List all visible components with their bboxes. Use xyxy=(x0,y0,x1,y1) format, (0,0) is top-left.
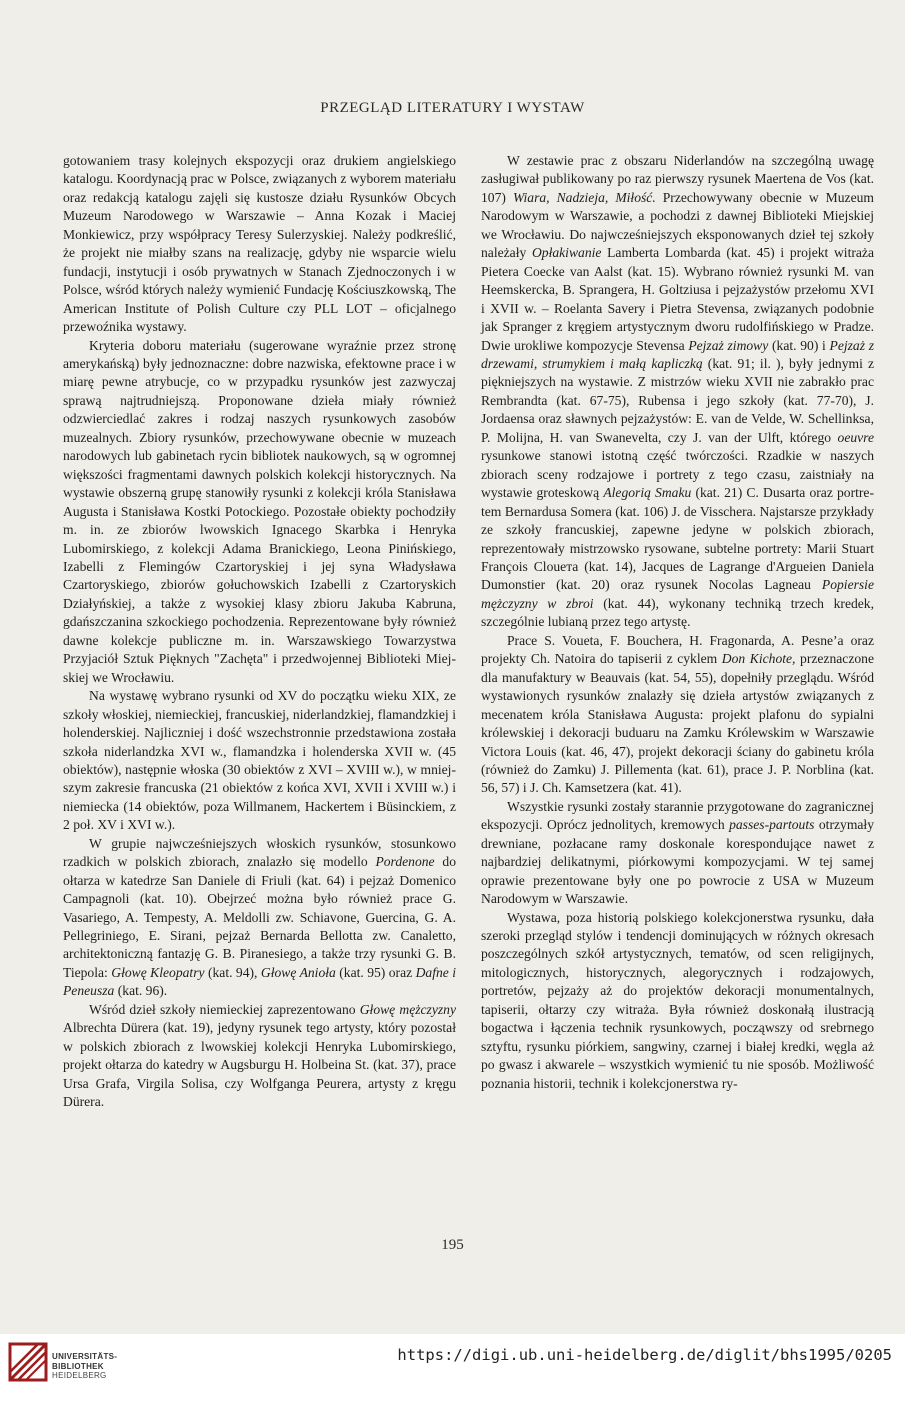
italic-title: Dafne i Peneusza xyxy=(63,964,457,999)
library-name xyxy=(52,1352,117,1381)
text-run: (kat. 91; il. ), były jednymi z piękniejszych na wystawie. Z mistrzów wieku XVII nie zabrakło prac Rembrandta (kat. 67-75), Rubensa i jego szkoły (kat. 77-70), J. Jordaensa oraz sławnych pejzażystów: E. van de Velde, W. Schellinksa, P. Molijna, H. van Swanevelta, czy J. van der Ulft, którego xyxy=(481,355,875,445)
source-url-link[interactable]: https://digi.ub.uni-heidelberg.de/diglit/bhs1995/0205 xyxy=(397,1346,892,1364)
text-run: Wszystkie rysunki zostały starannie przygotowane do zagranicznej ekspozycji. Oprócz jednolitych, kremowych xyxy=(481,798,874,833)
paragraph xyxy=(481,632,874,798)
italic-title: Głowę Kleopatry xyxy=(111,964,205,980)
library-name-line2: BIBLIOTHEK xyxy=(52,1361,104,1371)
italic-title: Pejzaż z drzewami, strumykiem i małą kapliczką xyxy=(481,337,874,371)
running-header: PRZEGLĄD LITERATURY I WYSTAW xyxy=(320,100,585,116)
right-text-column xyxy=(481,152,874,1093)
text-run: Prace S. Voueta, F. Bouchera, H. Fragonarda, A. Pesne’a oraz projekty Ch. Natoira do tapiserii z cyklem xyxy=(481,632,874,667)
italic-title: Głowę Anioła xyxy=(260,964,336,980)
italic-title: Alegorią Smaku xyxy=(603,485,692,501)
text-run: Wystawa, poza historią polskiego kolekcjonerstwa rysunku, dała szeroki przegląd stylów i tendencji dominujących w różnych okresach poszczególnych szkół artystycznych, tematów, od scen religijnych, mitologicznych, historycznych, alegorycznych i rodzajowych, portretów, pejzaży aż do projektów dekoracji monumentalnych, tapiserii, ołtarzy czy witraża. Była również doskonałą ilustracją bogactwa i łączenia technik rysunkowych, począwszy od srebrnego sztyftu, rysunku piórkiem, sangwiny, czarnej i białej kredki, węgla aż po gwasz i akwarele – wszystkich wymienić tu nie sposób. Możliwość poznania historii, technik i kolekcjonerstwa ry- xyxy=(481,909,874,1091)
left-text-column xyxy=(63,152,456,1112)
text-run: (kat. 95) oraz xyxy=(335,964,416,980)
heidelberg-library-logo-icon xyxy=(8,1342,48,1382)
italic-title: Opłakiwanie xyxy=(531,245,602,261)
paragraph xyxy=(63,152,456,337)
text-run: do ołtarza w katedrze San Daniele di Friuli (kat. 64) i pejzaż Domenico Campagnoli (kat. 10). Obejrzeć można było również prace G. Vasariego, A. Tempesty, A. Meldolli zw. Schiavone, Guercina, G. A. Pellegriniego, E. Sirani, pejzaż Bernarda Bellotta zw. Canaletto, architektoniczną fantazję G. B. Piranesiego, a także trzy rysunki G. B. Tiepola: xyxy=(63,854,456,980)
italic-title: Głowę mężczyzny xyxy=(359,1001,456,1017)
text-run: Lamberta Lombarda (kat. 45) i projekt witraża Pietera Coecke van Aalst (kat. 15). Wybrano również rysunki M. van Heemskercka, B. Sprangera, H. Goltziusa i pejzażystów przełomu XVI i XVII w. – Roelanta Savery i Pietra Stevensa, związanych podobnie jak Spranger z kręgiem artystycznym dworu rudolfińskiego w Pradze. Dwie urokliwe kompozycje Stevensa xyxy=(481,245,874,353)
italic-title: Don Kichote, xyxy=(721,651,796,667)
text-run: Przechowywany obecnie w Muzeum Narodowym w Warszawie, a pochodzi z dawnej Biblioteki Miejskiej we Wrocławiu. Do najwcześniejszych eksponowanych dzieł tej szkoły należały xyxy=(481,189,874,261)
paragraph xyxy=(63,337,456,688)
italic-title: Wiara, Nadzieja, Miłość. xyxy=(512,189,656,205)
paragraph xyxy=(481,152,874,632)
text-run: (kat. 90) i xyxy=(768,337,830,353)
text-run: Wśród dzieł szkoły niemieckiej zaprezentowano xyxy=(89,1001,360,1017)
text-run: (kat. 44), wykonany techniką trzech kredek, szczególnie lubianą przez tego artystę. xyxy=(481,595,875,630)
footer-bar xyxy=(0,1334,905,1402)
text-run: przeznaczone dla manufaktury w Beauvais (kat. 54, 55), dopełniły przeglądu. Wśród wystawionych rysunków znalazły się dzieła artystów związanych z mecenatem króla Stanisława Augusta: projekt plafonu do sypialni królewskiej i dekoracji buduaru na Zamku Królewskim w Warszawie Victora Louis (kat. 46, 47), projekt dekoracji ściany do gabinetu króla (również do Zamku) J. Pillementa (kat. 61), prace J. P. Norblina (kat. 56, 57) i J. Ch. Kamsetzera (kat. 41). xyxy=(481,651,874,796)
text-run: otrzymały drewniane, pozłacane ramy doskonale korespondujące nawet z najbardziej delikatnymi, piórkowymi kompozycjami. W tej samej oprawie prezentowane były one po powrocie z USA w Muzeum Narodowym w Warszawie. xyxy=(481,817,875,907)
italic-title: oeuvre xyxy=(837,429,874,445)
italic-title: passes-partouts xyxy=(729,817,815,833)
text-run: rysunkowe stanowi istotną część twórczości. Rzadkie w naszych zbiorach sceny rodzajowe i portrety z tego czasu, zaistniały na wystawie groteskową xyxy=(481,448,874,501)
paragraph xyxy=(63,687,456,835)
library-name-line1: UNIVERSITÄTS- xyxy=(52,1352,118,1361)
text-run: (kat. 96). xyxy=(114,983,168,999)
paragraph xyxy=(481,909,874,1094)
paragraph xyxy=(63,835,456,1001)
italic-title: Pordenone xyxy=(375,854,435,870)
text-run: (kat. 94), xyxy=(204,964,261,980)
text-run: Kryteria doboru materiału (sugerowane wyraźnie przez stronę amerykańską) były jednoznaczne: dobre nazwiska, efektowne prace i w miarę pewne atrybucje, co w przypadku rysunków jest zazwyczaj sprawą najtrudniejszą. Proponowane dzieła miały również odzwierciedlać zakres i rodzaj naszych rysunkowych zasobów muzealnych. Zbiory rysunków, przechowywane obecnie w muzeach narodowych lub gabinetach rycin bibliotek naukowych, są w ogromnej większości fragmentami dawnych polskich kolekcji historycznych. Na wystawie obszerną grupę stanowiły rysunki z kolekcji króla Stanisława Augusta i Stanisława Kostki Potockiego. Pozostałe obiekty pochodziły m. in. ze zbiorów lwowskich Ignacego Skarbka i Henryka Lubomirskiego, z kolekcji Adama Branickiego, Leona Pinińskiego, Izabelli z Flemingów Czartoryskiej i jej syna Władysława Czartoryskiego, zbiorów gołuchowskich Izabelli z Czartoryskich Działyńskiej, a także z wysokiej klasy zbioru Jakuba Kabruna, gdańszczanina szkockiego pochodzenia. Reprezentowane były również dawne kolekcje publiczne m. in. Warszawskiego Towarzystwa Przyjaciół Sztuk Pięknych "Zachęta" i przedwojennej Biblioteki Miejskiej we Wrocławiu. xyxy=(63,337,456,685)
text-run: W zestawie prac z obszaru Niderlandów na szczególną uwagę zasługiwał publikowany po raz pierwszy rysunek Maertena de Vos (kat. 107) xyxy=(481,153,874,205)
library-name-line3: HEIDELBERG xyxy=(52,1371,107,1380)
paragraph xyxy=(63,1001,456,1112)
page-number: 195 xyxy=(441,1237,464,1253)
italic-title: Pejzaż zimowy xyxy=(688,337,769,353)
text-run: Albrechta Dürera (kat. 19), jedyny rysunek tego artysty, który pozostał w polskich zbiorach z lwowskiej kolekcji Henryka Lubomirskiego, projekt ołtarza do katedry w Augsburgu H. Holbeina St. (kat. 37), prace Ursa Grafa, Virgila Solisa, czy Wolfganga Peurera, artysty z kręgu Dürera. xyxy=(63,1020,456,1110)
text-run: Na wystawę wybrano rysunki od XV do początku wieku XIX, ze szkoły włoskiej, niemieckiej, francuskiej, niderlandzkiej, flamandzkiej i holenderskiej. Najliczniej i dość wszechstronnie przedstawiona została szkoła niderlandzka XVI w., flamandzka i holenderska XVII w. (45 obiektów), następnie włoska (30 obiektów z XVI – XVIII w.), w mniejszym zakresie francuska (21 obiektów z końca XVI, XVII i XVIII w.) i niemiecka (14 obiektów, poza Willmanem, Hackertem i Büsinckiem, z 2 poł. XV i XVI w.). xyxy=(63,688,456,833)
text-run: W grupie najwcześniejszych włoskich rysunków, stosunkowo rzadkich w polskich zbiorach, znalazło się modello xyxy=(63,835,456,870)
text-run: (kat. 21) C. Dusarta oraz portretem Bernardusa Somera (kat. 106) J. de Visschera. Najstarsze przykłady ze szkoły francuskiej, zapewne jedyne w polskich zbiorach, reprezentowały mistrzowsko rysowane, subtelne portrety: Marii Stuart François Clouета (kat. 14), Jacques de Lagrange d'Argueien Daniela Dumonstier (kat. 20) oraz rysunek Nocolas Lagneau xyxy=(481,485,874,593)
text-run: gotowaniem trasy kolejnych ekspozycji oraz drukiem angielskiego katalogu. Koordynacją prac w Polsce, związanych z wyborem materiału oraz redakcją katalogu zajęli się kustosze działu Rysunków Obcych Muzeum Narodowego w Warszawie – Anna Kozak i Maciej Monkiewicz, przy współpracy Teresy Sulerzyskiej. Należy podkreślić, że projekt nie miałby szans na realizację, gdyby nie wsparcie wielu fundacji, instytucji i osób prywatnych w Stanach Zjednoczonych i w Polsce, wśród których należy wymienić Fundację Kościuszkowską, The American Institute of Polish Culture czy PLL LOT – oficjalnego przewoźnika wystawy. xyxy=(63,153,456,335)
italic-title: Popiersie mężczyzny w zbroi xyxy=(481,577,874,611)
paragraph xyxy=(481,798,874,909)
